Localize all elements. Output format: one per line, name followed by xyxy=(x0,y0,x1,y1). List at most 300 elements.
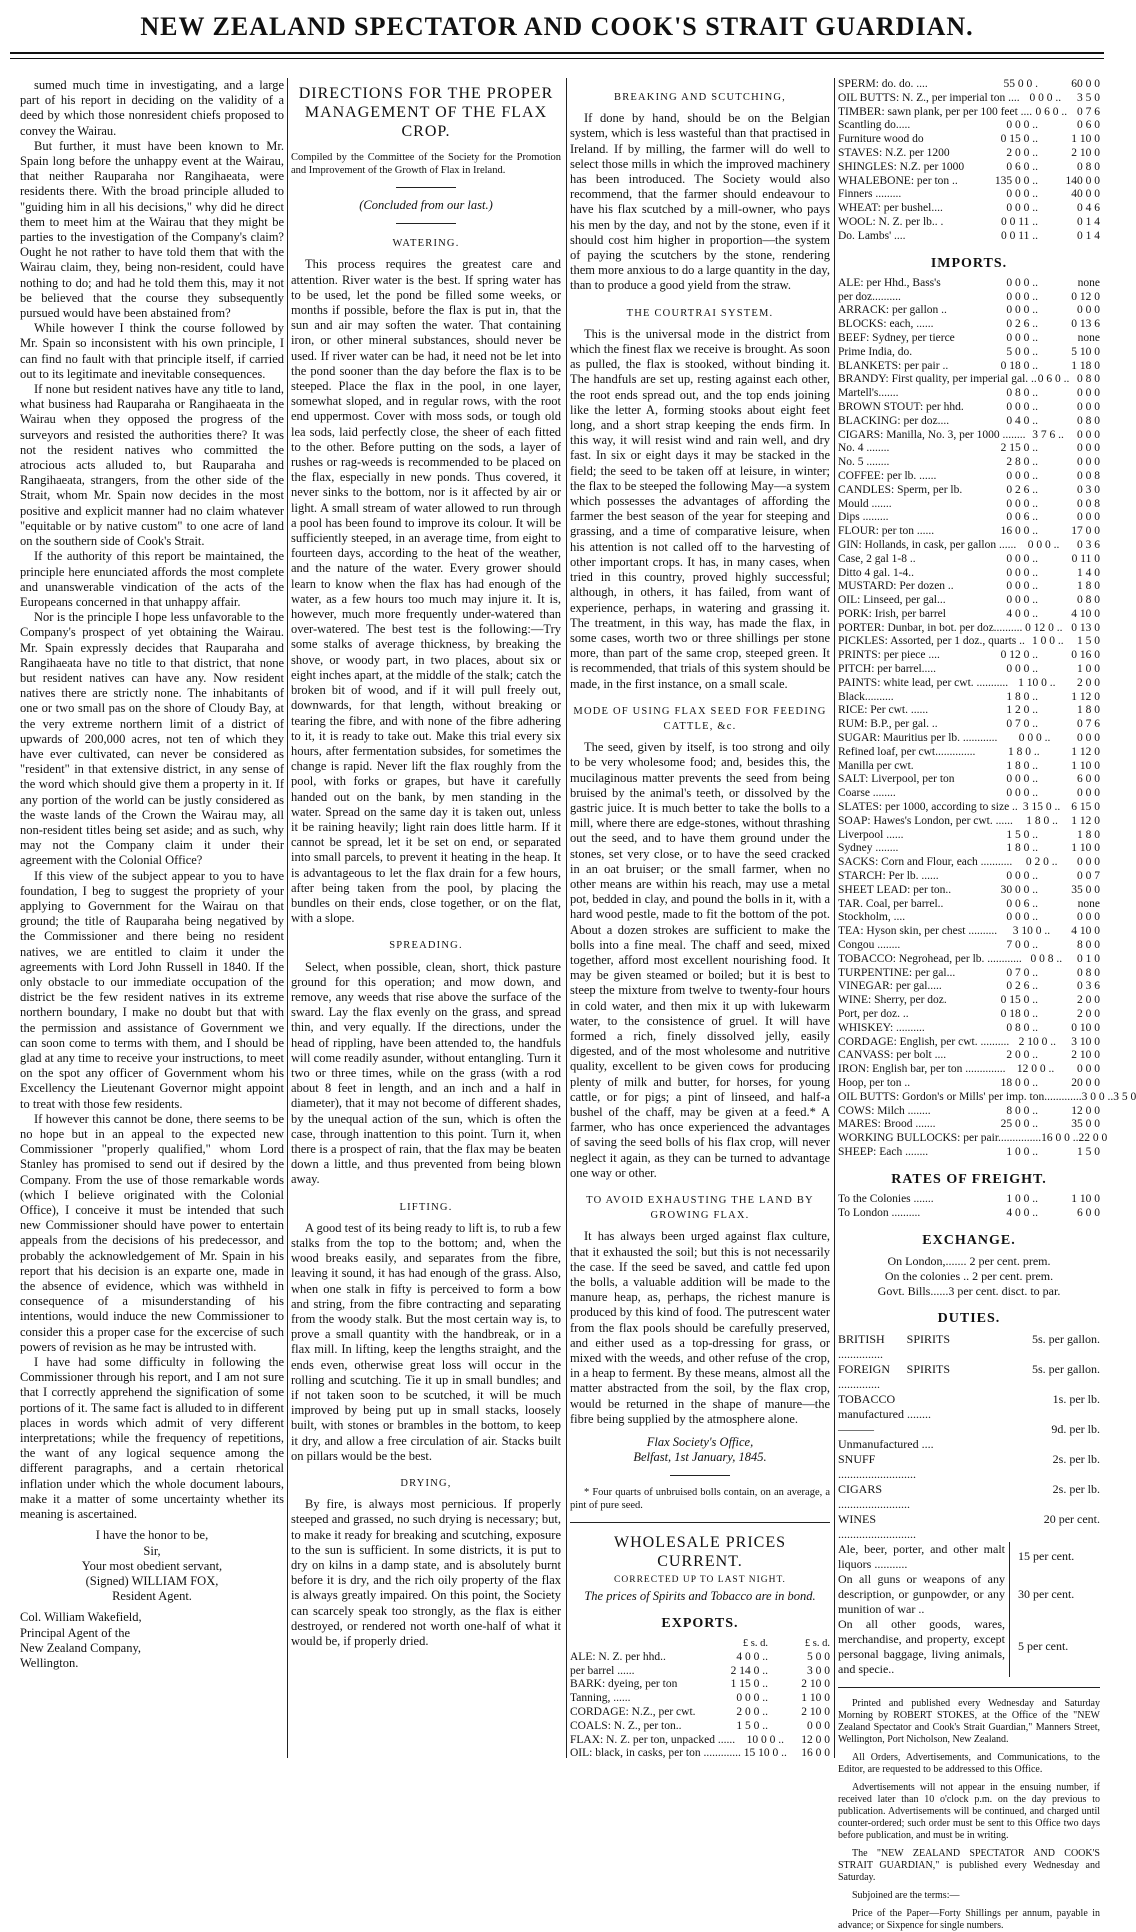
duty-label: SNUFF .......................... xyxy=(838,1451,916,1481)
price-low: 2 14 0 .. xyxy=(730,1664,768,1677)
price-row xyxy=(838,1063,1100,1077)
separator xyxy=(396,223,456,224)
price-row xyxy=(838,691,1100,705)
price-label: Coarse ........ xyxy=(838,787,896,800)
price-row xyxy=(838,1049,1100,1063)
price-row xyxy=(838,829,1100,843)
price-high: 0 3 0 xyxy=(1077,483,1100,496)
price-high: 0 8 0 xyxy=(1077,160,1100,173)
price-low: 0 0 0 .. xyxy=(1006,911,1038,924)
price-label: GIN: Hollands, in cask, per gallon ...... xyxy=(838,538,1017,551)
price-high: 2 0 0 xyxy=(1077,1008,1100,1020)
price-label: Liverpool ...... xyxy=(838,828,904,841)
price-row xyxy=(838,188,1100,202)
price-high: 60 0 0 xyxy=(1071,78,1100,90)
price-label: To the Colonies ....... xyxy=(838,1192,934,1205)
price-low: 3 0 0 .. xyxy=(1081,1090,1114,1103)
price-label: Dips ......... xyxy=(838,511,889,524)
price-label: FLOUR: per ton ...... xyxy=(838,525,935,538)
price-label: CANVASS: per bolt .... xyxy=(838,1049,947,1062)
article-title: DIRECTIONS FOR THE PROPER MANAGEMENT OF THE FLAX CROP. xyxy=(298,85,554,140)
price-row xyxy=(838,119,1100,133)
imprint-line: All Orders, Advertisements, and Communications, to the Editor, are requested to be addressed to this Office. xyxy=(838,1751,1100,1775)
price-low: 1 5 0 .. xyxy=(1006,828,1038,841)
price-row xyxy=(838,967,1100,981)
price-row xyxy=(838,898,1100,912)
price-label: TIMBER: sawn plank, per per 100 feet .... xyxy=(838,105,1033,118)
price-high: 0 3 6 xyxy=(1077,538,1100,551)
price-row xyxy=(570,1692,830,1706)
duty-rate: 2s. per lb. xyxy=(1052,1451,1100,1466)
duties-heading: DUTIES. xyxy=(937,1310,1001,1326)
price-low: 1 5 0 .. xyxy=(736,1719,768,1732)
price-row xyxy=(838,939,1100,953)
price-low: 0 12 0 .. xyxy=(1025,621,1063,634)
price-low: 0 2 6 .. xyxy=(1006,980,1038,993)
price-label: Prime India, do. xyxy=(838,345,913,358)
duty-rate: 9d. per lb. xyxy=(1051,1421,1100,1436)
exports-column-header: £ s. d. £ s. d. xyxy=(742,1638,830,1650)
exchange-heading: EXCHANGE. xyxy=(922,1232,1016,1248)
price-high: 17 0 0 xyxy=(1071,525,1100,538)
paragraph: sumed much time in investigating, and a large part of his report in deciding on the validity of a deed by which those nonresident chiefs proposed to convey the Wairau. xyxy=(20,78,284,138)
paragraph: The seed, given by itself, is too strong and oily to be very wholesome food; and, besides this, the mucilaginous matter prevents the seed from being bruised by the animal's teeth, or dissolved by the gastric juice. It is much better to take the bolls to a mill, where there are edge-stones, without thrashing out the seed, and to have them ground under the stones, set very close, or to have the seed cracked in an oat bruiser; or the small farmer, when no other means are within his reach, may use a metal pot, bedded in clay, and pound the bolls in it, with a hard wood pestle, made to fit the bottom of the pot. About a dozen strokes are sufficient to make the bolls into a fine meal. The chaff and seed, mixed together, afford most excellent nourishing food. It may be given steamed or boiled; but it is best to steep the mixture from twelve to twenty-four hours in cold water, and then mix it up with lukewarm water, to the consistence of gruel. It will have formed a rich, finely dissolved jelly, easily digested, and of the most wholesome and nutritive quality, excellent to be given cows for producing plenty of milk and butter, for horses, for young cattle, or for pigs; a pint of linseed, and half-a bushel of the chaff, may be given at a feed.* A farmer, who has once experienced the advantages of saving the seed bolls of his flax crop, will never neglect it again, as they can be turned to advantage one way or other. xyxy=(570,740,830,1180)
price-high: 0 10 0 xyxy=(1071,1021,1100,1034)
price-row xyxy=(838,161,1100,175)
price-label: BROWN STOUT: per hhd. xyxy=(838,400,964,413)
price-label: BEEF: Sydney, per tierce xyxy=(838,331,955,344)
price-high: 1 4 0 xyxy=(1077,566,1100,579)
price-row xyxy=(838,773,1100,787)
price-high: 4 10 0 xyxy=(1071,607,1100,620)
price-row xyxy=(838,415,1100,429)
paragraph: This is the universal mode in the district from which the finest flax we receive is brought. As soon as pulled, the flax is stooked, without binding it. The handfuls are set up, resting against each other, the root ends spread out, and the top ends joining like the letter A, forming stooks about eight feet long, and a short strap keeping the ends firm. In this way, it will resist wind and rain well, and dry fast. In six or eight days it may be stacked in the field; the seed to be taken off at leisure, in winter; the flax to be steeped the following May—a system which possesses the advantages of affording the farmer the best season of the year for steeping and grassing, and a time of comparative leisure, when his attention is not called off to the harvesting of other important crops. It has, in many cases, when tried in this country, proved highly successful; although, in others, it has failed, from want of experience, perhaps, in watering and grassing it. The treatment, in this way, has made the flax, in some cases, worth two or three shillings per stone more, than part of the same crop, steeped green. It is recommended, that trials of this system should be made, in the first instance, on a small scale. xyxy=(570,326,830,691)
price-low: 0 0 0 .. xyxy=(1006,787,1038,800)
price-low: 0 4 0 .. xyxy=(1006,414,1038,427)
paragraph: If done by hand, should be on the Belgian system, which is less wasteful than that practised in Ireland. If by milling, the farmer will do well to select those mills in which the improved machinery has been introduced. The Society would also recommend, that the farmer should endeavour to have his flax scutched by a mill-owner, who pays his men by the day, and not by the stone, even if it should cost him higher in proportion—the system of paying the scutchers by the stone, rendering them more anxious to do a large quantity in the day, than to produce a good yield from the straw. xyxy=(570,111,830,293)
duty-brace-items: On all guns or weapons of any description, or gunpowder, or any munition of war .. xyxy=(838,1572,1010,1617)
price-low: 0 0 8 .. xyxy=(1030,952,1063,965)
price-row xyxy=(838,387,1100,401)
price-low: 4 0 0 .. xyxy=(1006,1206,1038,1219)
price-row xyxy=(838,525,1100,539)
price-high: 0 0 7 xyxy=(1077,870,1100,883)
paragraph: If however this cannot be done, there seems to be no hope but in an appeal to the expected new Commissioner "properly qualified," whom Lord Stanley has promised to send out if desired by the Company. From the use of those remarkable words (which I believe originated with the Colonial Office), I conceive it must be intended that such new Commissioner should have power to entertain appeals from the decisions of his predecessor, and probably the acknowledgement of Mr. Spain in his report that his decision is an exparte one, made in the absence of evidence, which was withheld in consequence of a misunderstanding of his intentions, would induce the new Commissioner to consider this a proper case for the excercise of such powers of revision as he may be intrusted with. xyxy=(20,1111,284,1354)
price-high: 0 1 4 xyxy=(1077,229,1100,242)
price-high: none xyxy=(1077,276,1100,289)
price-row xyxy=(838,704,1100,718)
price-low: 0 0 0 .. xyxy=(1006,663,1038,676)
section-heading: DRYING, xyxy=(400,1478,452,1490)
price-high: 0 1 0 xyxy=(1077,952,1100,965)
price-high: 1 0 0 xyxy=(1077,663,1100,676)
price-high: 0 0 0 xyxy=(1077,511,1100,524)
price-high: 0 7 6 xyxy=(1077,105,1100,118)
freight-table xyxy=(838,1193,1100,1221)
exports-table xyxy=(570,1651,830,1761)
price-high: 0 0 0 xyxy=(1077,787,1100,800)
price-label: Tanning, ...... xyxy=(570,1692,631,1705)
price-low: 0 0 0 .. xyxy=(1006,469,1038,482)
price-high: 6 15 0 xyxy=(1071,801,1100,814)
price-label: CORDAGE: English, per cwt. .......... xyxy=(838,1035,1010,1048)
duty-brace-row xyxy=(838,1617,1100,1677)
price-row xyxy=(838,202,1100,216)
price-label: Ditto 4 gal. 1-4.. xyxy=(838,566,915,579)
price-label: SHEEP: Each ........ xyxy=(838,1145,929,1158)
paragraph: But further, it must have been known to Mr. Spain long before the unhappy event at the Wairau, that neither Rauparaha nor Rangihaeata, were residents there. With the broad principle alluded to "guiding him in all his decisions," why did he direct them to meet him at the Wairau that they might be parties to the investigation of the Company's claim? Ought he not rather to have told them that with the Wairau claim, they, being non-resident, could have nothing to do; and had he told them this, may it not be believed that the course they subsequently pursued would have been abstained from? xyxy=(20,138,284,321)
price-high: 1 8 0 xyxy=(1077,828,1100,841)
price-low: 0 8 0 .. xyxy=(1006,387,1038,400)
price-row xyxy=(838,147,1100,161)
price-high: 6 0 0 xyxy=(1077,773,1100,786)
price-label: Hoop, per ton .. xyxy=(838,1076,911,1089)
price-label: Congou ........ xyxy=(838,939,901,952)
price-row xyxy=(838,498,1100,512)
price-low: 0 0 0 .. xyxy=(1029,91,1062,104)
price-row xyxy=(838,216,1100,230)
price-row xyxy=(838,732,1100,746)
price-high: 0 13 6 xyxy=(1071,318,1100,331)
price-row xyxy=(838,787,1100,801)
price-row xyxy=(838,760,1100,774)
duty-rate: 20 per cent. xyxy=(1043,1511,1100,1526)
price-label: BLOCKS: each, ...... xyxy=(838,318,934,331)
price-high: 2 0 0 xyxy=(1077,994,1100,1007)
price-low: 55 0 0 . xyxy=(1003,78,1038,90)
price-high: 2 10 0 xyxy=(801,1678,830,1691)
price-high: 2 10 0 xyxy=(1071,146,1100,159)
price-low: 0 0 0 .. xyxy=(1006,580,1038,593)
price-row xyxy=(838,1036,1100,1050)
price-high: 0 0 0 xyxy=(1077,1063,1100,1076)
article-date: Belfast, 1st January, 1845. xyxy=(633,1450,767,1465)
price-low: 1 0 0 .. xyxy=(1006,1145,1038,1158)
imprint xyxy=(838,1698,1100,1932)
paragraph: If the authority of this report be maintained, the principle here enunciated affords the most complete and unanswerable vindication of the acts of the Europeans concerned in that unhappy affair. xyxy=(20,549,284,609)
imprint-line: Subjoined are the terms:— xyxy=(852,1889,960,1901)
letter-addressee: Col. William Wakefield, Principal Agent of the New Zealand Company, Wellington. xyxy=(20,1610,142,1670)
price-low: 0 6 0 .. xyxy=(1006,160,1038,173)
price-row xyxy=(838,1105,1100,1119)
price-high: 0 0 0 xyxy=(1077,911,1100,924)
price-high: 0 0 8 xyxy=(1077,469,1100,482)
price-low: 0 0 0 .. xyxy=(1006,202,1038,215)
price-low: 2 0 0 .. xyxy=(736,1706,768,1719)
price-row xyxy=(838,373,1100,387)
price-high: 0 3 6 xyxy=(1077,980,1100,993)
price-label: Finners ......... xyxy=(838,188,902,201)
price-label: RICE: Per cwt. ...... xyxy=(838,704,929,717)
price-label: Furniture wood do xyxy=(838,133,924,146)
price-high: none xyxy=(1077,331,1100,344)
price-high: 1 18 0 xyxy=(1071,359,1100,372)
price-high: 1 12 0 xyxy=(1071,690,1100,703)
price-low: 0 0 0 .. xyxy=(1006,566,1038,579)
masthead-rule-top xyxy=(10,52,1104,54)
price-low: 25 0 0 .. xyxy=(1000,1118,1038,1131)
price-high: 1 10 0 xyxy=(1071,842,1100,855)
price-high: 0 1 4 xyxy=(1077,215,1100,228)
price-label: TURPENTINE: per gal... xyxy=(838,966,956,979)
imports-heading: IMPORTS. xyxy=(930,255,1008,271)
paragraph: I have had some difficulty in following the Commissioner through his report, and I am not sure that I correctly apprehend the signification of some portions of it. The same fact is alluded to in different places in words which admit of very different interpretations; while the frequency of repetitions, the want of any logical sequence among the different paragraphs, and a certain rhetorical inflation under which the whole document labours, make it a matter of some uncertainty whether its meaning is ascertained. xyxy=(20,1355,284,1522)
price-row xyxy=(838,133,1100,147)
imprint-line: The "NEW ZEALAND SPECTATOR AND COOK'S STRAIT GUARDIAN," is published every Wednesday and Saturday. xyxy=(838,1847,1100,1883)
price-label: TAR. Coal, per barrel.. xyxy=(838,897,944,910)
price-label: VINEGAR: per gal..... xyxy=(838,980,942,993)
price-row xyxy=(570,1720,830,1734)
price-label: SACKS: Corn and Flour, each ........... xyxy=(838,856,1013,869)
price-row xyxy=(838,1207,1100,1221)
price-low: 0 12 0 .. xyxy=(1000,649,1038,662)
price-high: 12 0 0 xyxy=(801,1733,830,1746)
price-row xyxy=(838,401,1100,415)
paragraph: While however I think the course followed by Mr. Spain so inconsistent with his own principle, I can find no fault with that principle itself, if carried out to its legitimate and inevitable consequences. xyxy=(20,321,284,381)
price-high: 0 0 0 xyxy=(1077,428,1100,441)
price-low: 0 0 11 .. xyxy=(1001,229,1038,242)
price-low: 18 0 0 .. xyxy=(1000,1076,1038,1089)
price-row xyxy=(838,856,1100,870)
price-low: 0 0 0 .. xyxy=(1027,538,1060,551)
price-low: 0 0 0 .. xyxy=(1006,331,1038,344)
price-high: 0 12 0 xyxy=(1071,290,1100,303)
price-label: SHINGLES: N.Z. per 1000 xyxy=(838,160,965,173)
price-low: 0 0 0 .. xyxy=(1018,732,1051,745)
column-divider xyxy=(566,78,567,1758)
price-row xyxy=(838,677,1100,691)
price-high: 140 0 0 xyxy=(1065,174,1100,187)
price-row xyxy=(838,911,1100,925)
price-label: SHEET LEAD: per ton.. xyxy=(838,883,952,896)
price-high: 3 5 0 xyxy=(1113,1090,1136,1103)
duty-brace-row xyxy=(838,1542,1100,1572)
price-low: 0 0 0 .. xyxy=(1006,276,1038,289)
price-label: COALS: N. Z., per ton.. xyxy=(570,1719,682,1732)
price-low: 0 0 0 .. xyxy=(1006,290,1038,303)
price-label: PORTER: Dunbar, in bot. per doz.......... xyxy=(838,621,1023,634)
price-row xyxy=(838,953,1100,967)
price-low: 0 7 0 .. xyxy=(1006,718,1038,731)
price-row xyxy=(838,925,1100,939)
price-low: 0 8 0 .. xyxy=(1006,1021,1038,1034)
price-high: 0 0 8 xyxy=(1077,497,1100,510)
exchange-list xyxy=(838,1254,1100,1299)
price-high: 0 0 0 xyxy=(1077,732,1100,745)
duties-table xyxy=(838,1332,1100,1542)
price-high: 0 8 0 xyxy=(1077,966,1100,979)
price-high: 0 16 0 xyxy=(1071,649,1100,662)
price-label: RUM: B.P., per gal. .. xyxy=(838,718,938,731)
price-row xyxy=(838,511,1100,525)
price-row xyxy=(838,746,1100,760)
price-label: SOAP: Hawes's London, per cwt. ...... xyxy=(838,814,1013,827)
price-label: SALT: Liverpool, per ton xyxy=(838,773,955,786)
paragraph: Nor is the principle I hope less unfavorable to the Company's prospect of yet obtaining the Wairau. Mr. Spain expressly decides that Rauparaha and Rangihaeata have no title to that district, that none but resident natives can have any. Now resident natives there are strictly none. The inhabitants of one or two small pas on the shore of Cloudy Bay, at the very extreme northern limit of a district of upwards of 200,000 acres, not ten of which they have ever cultivated, can never be considered as "resident" in that extensive district, in any sense of the word which should give them a property in it. If any portion of the world can be justly considered as the waste lands of the Crown the Wairau may, all non-resident titles being set aside; and as such, why may not the Company claim it under their agreement with the Colonial Office? xyxy=(20,610,284,868)
duty-label: ——— Unmanufactured .... xyxy=(838,1421,934,1451)
price-high: 1 10 0 xyxy=(1071,133,1100,146)
price-low: 2 0 0 .. xyxy=(1006,146,1038,159)
price-label: CANDLES: Sperm, per lb. xyxy=(838,483,963,496)
price-label: TEA: Hyson skin, per chest .......... xyxy=(838,925,998,938)
price-high: 1 10 0 xyxy=(801,1692,830,1705)
price-row xyxy=(570,1747,830,1761)
price-label: COWS: Milch ........ xyxy=(838,1104,931,1117)
price-label: OIL BUTTS: Gordon's or Mills' per imp. ton............. xyxy=(838,1090,1082,1103)
price-low: 0 2 0 .. xyxy=(1025,856,1058,869)
price-low: 0 0 0 .. xyxy=(1006,594,1038,607)
price-label: ALE: per Hhd., Bass's xyxy=(838,276,941,289)
price-row xyxy=(838,470,1100,484)
price-row xyxy=(838,1132,1108,1146)
price-high: 0 0 0 xyxy=(1077,387,1100,400)
price-label: BARK: dyeing, per ton xyxy=(570,1678,678,1691)
price-high: 1 12 0 xyxy=(1071,745,1100,758)
price-label: MUSTARD: Per dozen .. xyxy=(838,580,954,593)
price-high: none xyxy=(1077,897,1100,910)
price-label: Case, 2 gal 1-8 .. xyxy=(838,552,916,565)
price-high: 4 10 0 xyxy=(1071,925,1100,938)
price-row xyxy=(838,332,1100,346)
masthead: NEW ZEALAND SPECTATOR AND COOK'S STRAIT GUARDIAN. xyxy=(140,12,974,41)
price-high: 1 10 0 xyxy=(1071,1192,1100,1205)
price-label: WHEAT: per bushel.... xyxy=(838,202,943,215)
society-office: Flax Society's Office, xyxy=(646,1435,754,1450)
price-label: TOBACCO: Negrohead, per lb. ............ xyxy=(838,952,1022,965)
price-row xyxy=(570,1678,830,1692)
price-high: 5 0 0 xyxy=(807,1650,830,1663)
duty-row xyxy=(838,1362,1100,1392)
price-row xyxy=(838,304,1100,318)
price-row xyxy=(838,994,1100,1008)
separator xyxy=(670,1475,730,1476)
price-label: To London .......... xyxy=(838,1206,921,1219)
price-row xyxy=(838,442,1100,456)
price-label: STARCH: Per lb. ...... xyxy=(838,870,939,883)
paragraph: If none but resident natives have any title to land, what business had Rauparaha or Rangihaeata in the Wairau when they opposed the progress of the surveyors and resisted the authorities there? It was not the resident natives who committed the atrocious acts alluded to, but Rauparaha and Rangihaeata, strangers, from the other side of the Strait, whom Mr. Spain now decides in the most positive and explicit manner had no claim whatever "equitable or by native custom" to one acre of land on the southern side of Cook's Strait. xyxy=(20,382,284,549)
duty-rate: 5s. per gallon. xyxy=(1032,1361,1100,1376)
price-high: 1 10 0 xyxy=(1071,759,1100,772)
section-heading: SPREADING. xyxy=(389,940,463,952)
price-low: 0 0 0 .. xyxy=(1006,773,1038,786)
duty-rate: 5s. per gallon. xyxy=(1032,1331,1100,1346)
price-label: BRANDY: First quality, per imperial gal. .. xyxy=(838,373,1037,386)
price-label: PRINTS: per piece .... xyxy=(838,649,940,662)
price-label: Manilla per cwt. xyxy=(838,759,914,772)
price-high: 6 0 0 xyxy=(1077,1206,1100,1219)
duty-row xyxy=(838,1512,1100,1542)
price-low: 0 0 0 .. xyxy=(1006,119,1038,132)
price-low: 0 15 0 .. xyxy=(1000,994,1038,1007)
price-label: per barrel ...... xyxy=(570,1664,635,1677)
exports-table-continued xyxy=(838,78,1100,244)
prices-title: WHOLESALE PRICES CURRENT. xyxy=(614,1534,786,1571)
price-high: 1 5 0 xyxy=(1077,1145,1100,1158)
prices-note: The prices of Spirits and Tobacco are in bond. xyxy=(584,1588,816,1603)
price-high: 0 0 0 xyxy=(1077,304,1100,317)
exchange-line: Govt. Bills......3 per cent. disct. to par. xyxy=(877,1283,1061,1298)
price-low: 2 8 0 .. xyxy=(1006,456,1038,469)
price-low: 1 2 0 .. xyxy=(1006,704,1038,717)
price-row xyxy=(838,884,1100,898)
price-row xyxy=(570,1665,830,1679)
duty-rate: 1s. per lb. xyxy=(1052,1391,1100,1406)
imprint-line: Printed and published every Wednesday and Saturday Morning by ROBERT STOKES, at the Office of the "NEW Zealand Spectator and Cook's Strait Guardian," Manners Street, Wellington, Port Nicholson, New Zealand. xyxy=(838,1697,1100,1745)
price-label: ALE: N. Z. per hhd.. xyxy=(570,1650,666,1663)
price-label: SLATES: per 1000, according to size .. xyxy=(838,801,1018,814)
duty-brace-items: Ale, beer, porter, and other malt liquors ........... xyxy=(838,1542,1010,1572)
price-high: 2 10 0 xyxy=(801,1706,830,1719)
price-high: 0 11 0 xyxy=(1071,552,1100,565)
price-label: SUGAR: Mauritius per lb. ............ xyxy=(838,732,998,745)
price-low: 1 8 0 .. xyxy=(1026,814,1058,827)
price-row xyxy=(838,346,1100,360)
price-label: WOOL: N. Z. per lb.. . xyxy=(838,215,944,228)
exchange-line: On London,....... 2 per cent. prem. xyxy=(887,1253,1051,1268)
price-low: 0 6 0 .. xyxy=(1035,105,1068,118)
price-low: 1 8 0 .. xyxy=(1006,842,1038,855)
price-high: 3 10 0 xyxy=(1071,1035,1100,1048)
price-low: 0 0 0 .. xyxy=(1006,400,1038,413)
separator xyxy=(570,1522,830,1523)
price-low: 2 0 0 .. xyxy=(1006,1049,1038,1062)
price-high: 0 8 0 xyxy=(1077,373,1100,386)
price-high: 35 0 0 xyxy=(1071,1118,1100,1131)
price-row xyxy=(838,635,1100,649)
price-row xyxy=(838,567,1100,581)
price-label: MARES: Brood ....... xyxy=(838,1118,936,1131)
price-row xyxy=(838,1077,1100,1091)
exchange-line: On the colonies .. 2 per cent. prem. xyxy=(884,1268,1054,1283)
article-sections xyxy=(291,236,561,1649)
price-high: 2 10 0 xyxy=(1071,1049,1100,1062)
price-high: 0 13 0 xyxy=(1071,621,1100,634)
price-high: 1 5 0 xyxy=(1077,635,1100,648)
price-row xyxy=(838,429,1100,443)
article-sections xyxy=(570,90,830,1427)
price-low: 0 0 6 .. xyxy=(1006,511,1038,524)
price-low: 2 10 0 .. xyxy=(1018,1035,1057,1048)
price-row xyxy=(838,106,1100,120)
price-label: OIL: Linseed, per gal... xyxy=(838,594,946,607)
price-label: Mould ....... xyxy=(838,497,892,510)
price-low: 1 0 0 .. xyxy=(1031,635,1064,648)
price-row xyxy=(838,870,1100,884)
price-row xyxy=(838,277,1100,291)
price-row xyxy=(838,663,1100,677)
paragraph: By fire, is always most pernicious. If properly steeped and grassed, no such drying is necessary; but, to make it ready for breaking and scutching, exposure to the sun is sufficient. In some districts, it is put to dry on kilns in a damp state, and is absolutely burnt before it is dry, and the rich oily property of the flax is always greatly impaired. On this point, the Society can scarcely speak too strongly, as the flax is either destroyed, or rendered not worth one-half of what it would be, if properly dried. xyxy=(291,1497,561,1649)
price-row xyxy=(838,175,1100,189)
price-row xyxy=(838,484,1100,498)
price-row xyxy=(838,1022,1100,1036)
price-high: 0 0 0 xyxy=(807,1719,830,1732)
duty-row xyxy=(838,1422,1100,1452)
price-label: OIL BUTTS: N. Z., per imperial ton .... xyxy=(838,91,1020,104)
price-row xyxy=(570,1651,830,1665)
price-low: 5 0 0 .. xyxy=(1006,345,1038,358)
duty-row xyxy=(838,1482,1100,1512)
price-high: 1 8 0 xyxy=(1077,580,1100,593)
price-low: 0 0 11 .. xyxy=(1001,215,1038,228)
separator xyxy=(838,1687,1100,1688)
price-row xyxy=(838,78,1100,92)
price-high: 1 12 0 xyxy=(1071,814,1100,827)
duty-rate: 2s. per lb. xyxy=(1052,1481,1100,1496)
price-label: BLACKING: per doz.... xyxy=(838,414,950,427)
section-heading: MODE OF USING FLAX SEED FOR FEEDING CATTLE, &c. xyxy=(573,705,827,732)
price-low: 0 6 0 .. xyxy=(1037,373,1070,386)
price-low: 0 0 0 .. xyxy=(1006,497,1038,510)
